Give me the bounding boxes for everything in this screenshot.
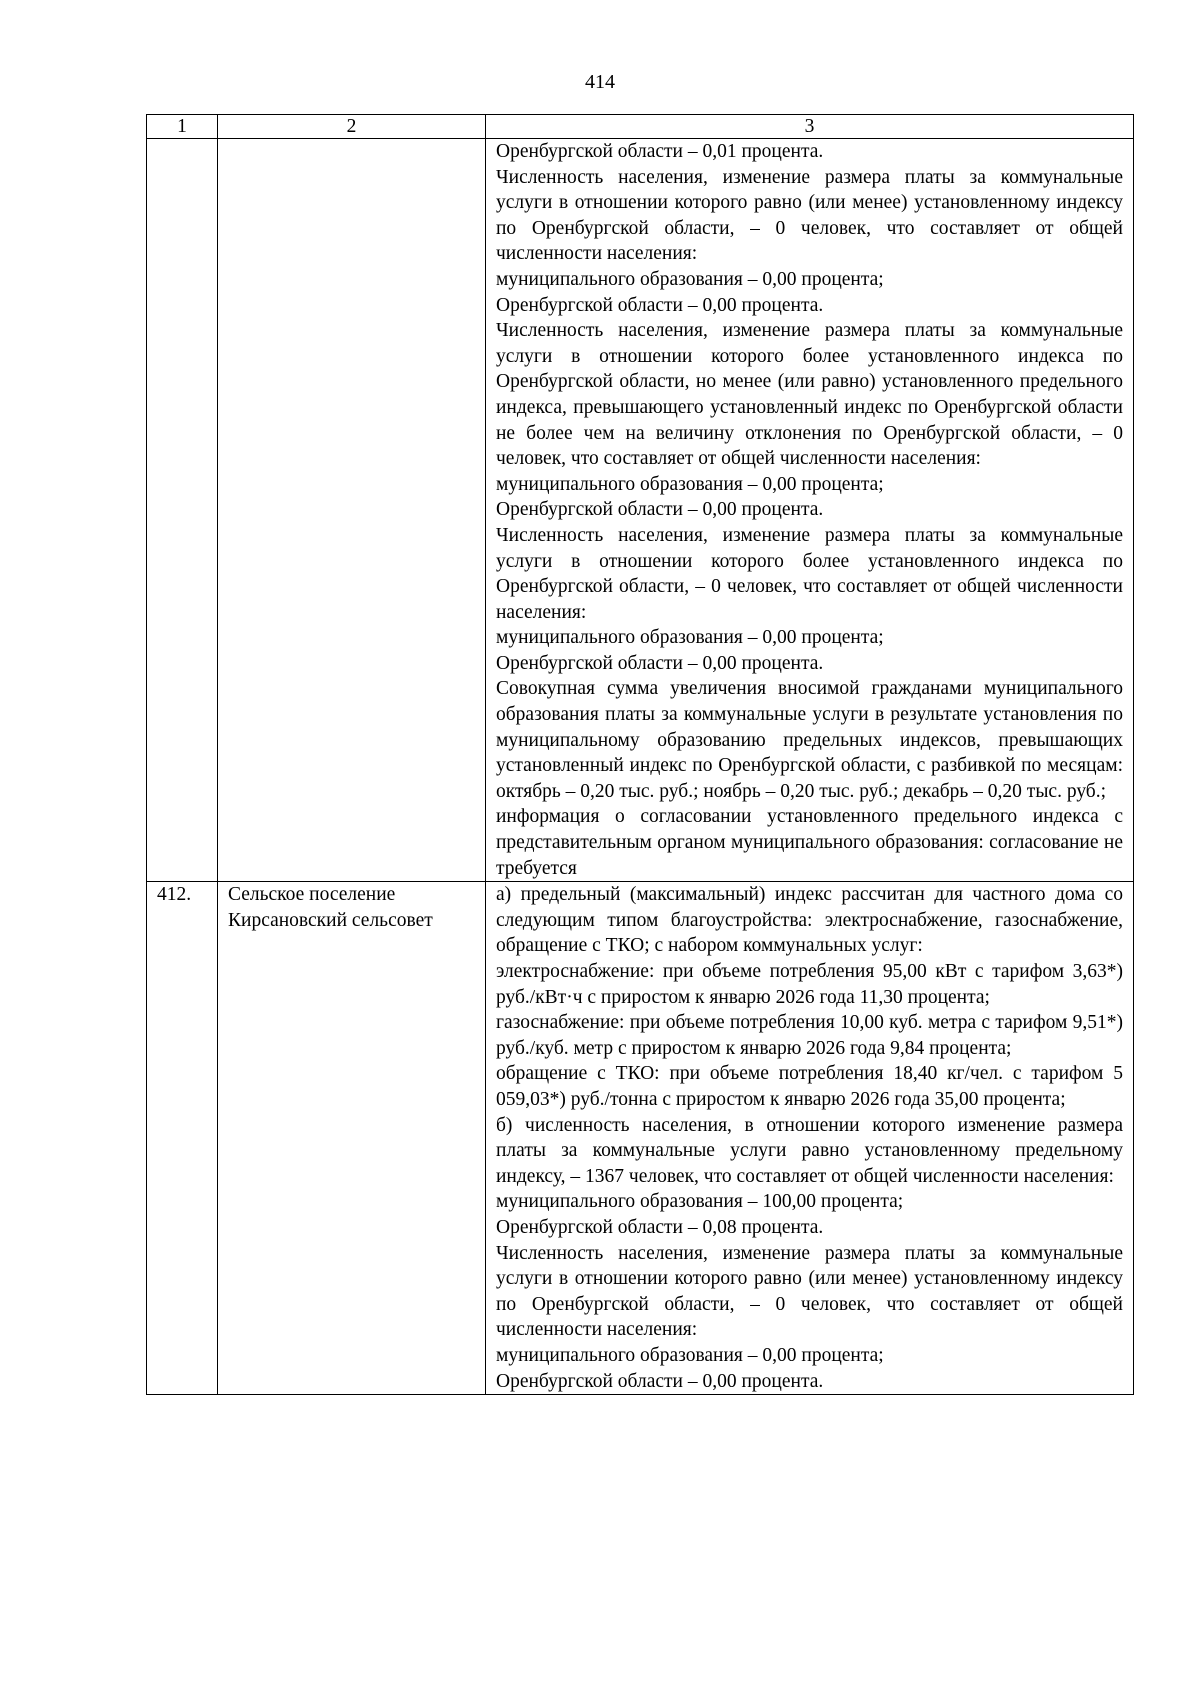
content-paragraph: муниципального образования – 0,00 процента; (496, 627, 884, 649)
row-content-cell (486, 882, 1134, 1395)
settlement-name-line: Сельское поселение (228, 884, 396, 906)
content-paragraph: Оренбургской области – 0,08 процента. (496, 1216, 824, 1238)
content-paragraph: б) численность населения, в отношении которого изменение размера платы за коммунальные услуги равно установленному предельному индексу, – 1367 человек, что составляет от общей численности населения: (496, 1114, 1123, 1187)
row-name-cell (218, 139, 486, 882)
column-header-2: 2 (218, 115, 486, 139)
content-paragraph: Совокупная сумма увеличения вносимой гражданами муниципального образования платы за коммунальные услуги в результате установления по муниципальному образованию предельных индексов, превышающих установленный индекс по Оренбургской области, с разбивкой по месяцам: октябрь – 0,20 тыс. руб.; ноябрь – 0,20 тыс. руб.; декабрь – 0,20 тыс. руб.; (496, 678, 1123, 802)
content-paragraph: Оренбургской области – 0,00 процента. (496, 294, 824, 316)
content-paragraph: газоснабжение: при объеме потребления 10,00 куб. метра с тарифом 9,51*) руб./куб. метр с приростом к январю 2026 года 9,84 процента; (496, 1012, 1123, 1059)
content-paragraph: муниципального образования – 0,00 процента; (496, 1344, 884, 1366)
row-content-cell (486, 139, 1134, 882)
content-paragraph: Оренбургской области – 0,00 процента. (496, 1370, 824, 1392)
content-paragraph: Оренбургской области – 0,00 процента. (496, 499, 824, 521)
row-number-cell (147, 139, 218, 882)
row-number-cell: 412. (147, 882, 218, 1395)
row-name-cell (218, 882, 486, 1395)
table-row-412 (147, 882, 1134, 1395)
content-paragraph: Численность населения, изменение размера платы за коммунальные услуги в отношении которого более установленного индекса по Оренбургской области, но менее (или равно) установленного предельного индекса, превышающего установленный индекс по Оренбургской области не более чем на величину отклонения по Оренбургской области, – 0 человек, что составляет от общей численности населения: (496, 320, 1123, 470)
content-paragraph: Численность населения, изменение размера платы за коммунальные услуги в отношении которого равно (или менее) установленному индексу по Оренбургской области, – 0 человек, что составляет от общей численности населения: (496, 1242, 1123, 1341)
table-header-row (147, 115, 1134, 139)
content-paragraph: Численность населения, изменение размера платы за коммунальные услуги в отношении которого более установленного индекса по Оренбургской области, – 0 человек, что составляет от общей численности населения: (496, 524, 1123, 623)
content-paragraph: обращение с ТКО: при объеме потребления 18,40 кг/чел. с тарифом 5 059,03*) руб./тонна с приростом к январю 2026 года 35,00 процента; (496, 1063, 1123, 1110)
content-paragraph: Численность населения, изменение размера платы за коммунальные услуги в отношении которого равно (или менее) установленному индексу по Оренбургской области, – 0 человек, что составляет от общей численности населения: (496, 166, 1123, 265)
content-paragraph: муниципального образования – 0,00 процента; (496, 473, 884, 495)
column-header-3: 3 (486, 115, 1134, 139)
content-paragraph: информация о согласовании установленного предельного индекса с представительным органом муниципального образования: согласование не требуется (496, 806, 1123, 879)
content-paragraph: Оренбургской области – 0,01 процента. (496, 141, 824, 162)
content-paragraph: Оренбургской области – 0,00 процента. (496, 652, 824, 674)
content-paragraph: муниципального образования – 100,00 процента; (496, 1191, 904, 1213)
table-row-continuation (147, 139, 1134, 882)
data-table (146, 114, 1134, 1395)
settlement-name-line: Кирсановский сельсовет (228, 909, 433, 931)
content-paragraph: электроснабжение: при объеме потребления 95,00 кВт с тарифом 3,63*) руб./кВт·ч с приростом к январю 2026 года 11,30 процента; (496, 961, 1123, 1008)
content-paragraph: муниципального образования – 0,00 процента; (496, 268, 884, 290)
column-header-1: 1 (147, 115, 218, 139)
page-number: 414 (585, 71, 615, 93)
content-paragraph: а) предельный (максимальный) индекс рассчитан для частного дома со следующим типом благоустройства: электроснабжение, газоснабжение, обращение с ТКО; с набором коммунальных услуг: (496, 884, 1123, 957)
